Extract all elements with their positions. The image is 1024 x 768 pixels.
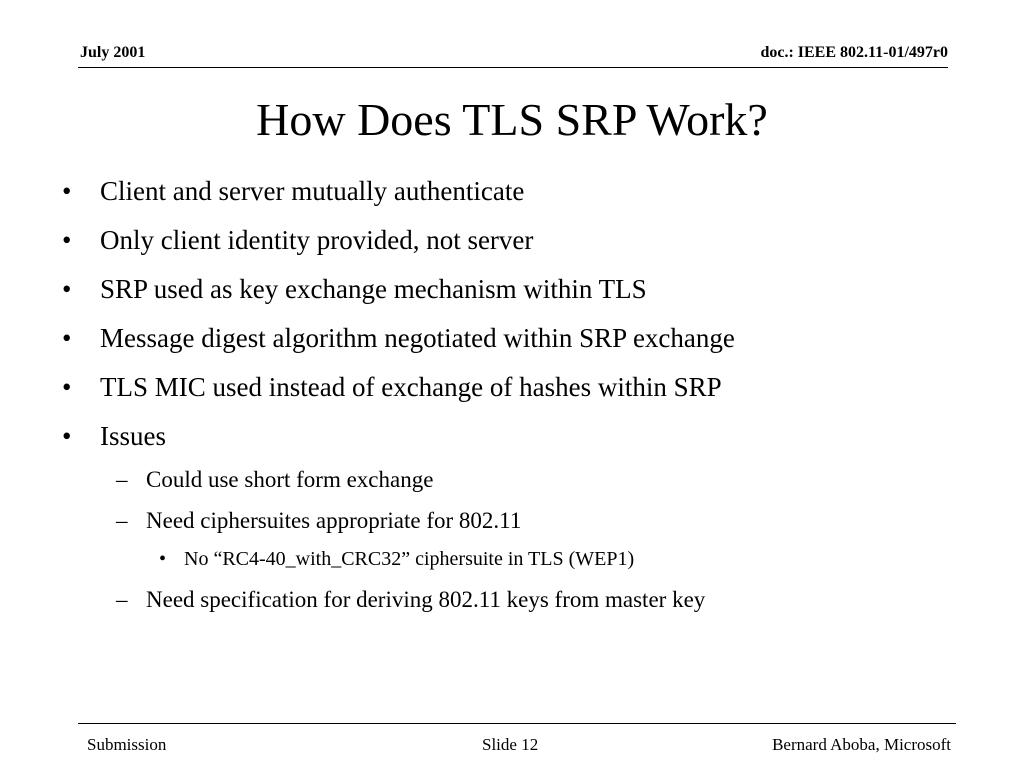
header-date: July 2001 <box>80 44 146 61</box>
footer-author: Bernard Aboba, Microsoft <box>772 735 951 754</box>
bullet-marker: • <box>62 274 72 304</box>
bullet-text: Client and server mutually authenticate <box>100 176 525 206</box>
bullet-text: SRP used as key exchange mechanism within TLS <box>100 274 647 304</box>
sub-sub-bullet-marker: • <box>159 548 167 570</box>
bullet-marker: • <box>62 225 72 255</box>
footer-divider <box>78 723 956 724</box>
slide-title: How Does TLS SRP Work? <box>256 94 768 145</box>
footer-slide-number: Slide 12 <box>482 735 539 754</box>
bullet-marker: • <box>62 421 72 451</box>
sub-bullet-marker: – <box>116 467 128 492</box>
sub-bullet-marker: – <box>116 508 128 533</box>
sub-bullet-text: Need ciphersuites appropriate for 802.11 <box>146 508 522 533</box>
sub-sub-bullet-text: No “RC4-40_with_CRC32” ciphersuite in TLS (WEP1) <box>184 548 635 570</box>
sub-bullet-text: Need specification for deriving 802.11 keys from master key <box>146 587 706 612</box>
bullet-marker: • <box>62 372 72 402</box>
bullet-text: Message digest algorithm negotiated within SRP exchange <box>100 323 735 353</box>
header-doc-id: doc.: IEEE 802.11-01/497r0 <box>760 44 948 61</box>
bullet-text: TLS MIC used instead of exchange of hashes within SRP <box>100 372 722 402</box>
bullet-text: Issues <box>100 421 166 451</box>
footer-submission: Submission <box>87 735 167 754</box>
sub-bullet-marker: – <box>116 587 128 612</box>
bullet-text: Only client identity provided, not server <box>100 225 534 255</box>
bullet-marker: • <box>62 323 72 353</box>
sub-bullet-text: Could use short form exchange <box>146 467 434 492</box>
bullet-marker: • <box>62 176 72 206</box>
